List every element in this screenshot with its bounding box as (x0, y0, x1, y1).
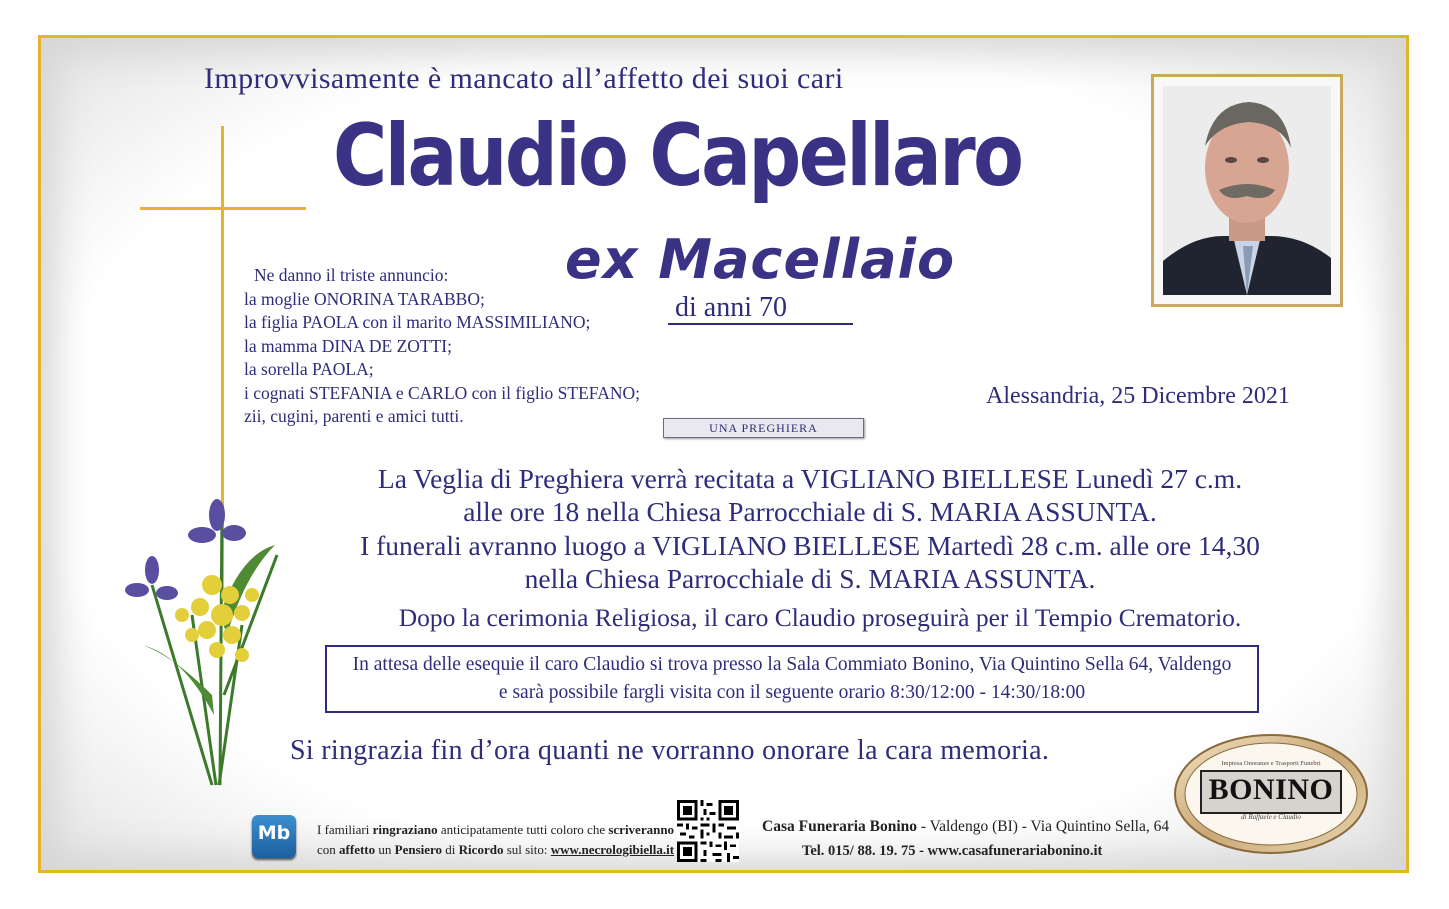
place-date: Alessandria, 25 Dicembre 2021 (986, 383, 1290, 409)
company-name: Casa Funeraria Bonino (762, 818, 918, 835)
announcement-line: la figlia PAOLA con il marito MASSIMILIANO; (244, 312, 591, 332)
deceased-name: Claudio Capellaro (333, 106, 1022, 206)
announcement-list (244, 264, 640, 429)
intro-text: Improvvisamente è mancato all’affetto dei suoi cari (204, 62, 844, 95)
visit-line: e sarà possibile fargli visita con il seguente orario 8:30/12:00 - 14:30/18:00 (498, 682, 1086, 703)
thanks-text: Si ringrazia fin d’ora quanti ne vorranno onorare la cara memoria. (290, 735, 1050, 766)
announcement-line: Ne danno il triste annuncio: (254, 265, 449, 285)
necrologibiella-icon[interactable]: Mb (252, 815, 296, 858)
ceremony-line: La Veglia di Preghiera verrà recitata a VIGLIANO BIELLESE Lunedì 27 c.m. (377, 463, 1243, 494)
footer-note-line: con affetto un Pensiero di Ricordo sul sito: www.necrologibiella.it (317, 842, 675, 857)
company-info (762, 815, 1169, 863)
portrait-photo (1163, 86, 1331, 295)
cross-horizontal (140, 207, 306, 210)
announcement-line: la mamma DINA DE ZOTTI; (244, 335, 453, 356)
visit-line: In attesa delle esequie il caro Claudio si trova presso la Sala Commiato Bonino, Via Quintino Sella 64, Valdengo (352, 654, 1232, 675)
announcement-line: zii, cugini, parenti e amici tutti. (244, 406, 464, 426)
ceremony-line: alle ore 18 nella Chiesa Parrocchiale di S. MARIA ASSUNTA. (463, 496, 1157, 527)
age: di anni 70 (675, 292, 787, 323)
announcement-line: la moglie ONORINA TARABBO; (244, 288, 485, 309)
logo-top-text: Impresa Onoranze e Trasporti Funebri (1221, 760, 1321, 767)
ceremony-line: I funerali avranno luogo a VIGLIANO BIELLESE Martedì 28 c.m. alle ore 14,30 (360, 530, 1260, 561)
portrait-icon (1163, 86, 1331, 295)
company-address: - Valdengo (BI) - Via Quintino Sella, 64 (917, 818, 1170, 835)
after-ceremony: Dopo la cerimonia Religiosa, il caro Claudio proseguirà per il Tempio Crematorio. (398, 603, 1242, 632)
announcement-line: la sorella PAOLA; (244, 359, 374, 379)
logo-main-text: BONINO (1208, 773, 1334, 806)
profession: ex Macellaio (565, 228, 956, 291)
ceremony-line: nella Chiesa Parrocchiale di S. MARIA ASSUNTA. (524, 563, 1096, 594)
necrologi-link[interactable]: www.necrologibiella.it (550, 842, 675, 857)
company-line (762, 815, 1169, 839)
portrait-frame (1151, 74, 1343, 307)
footer-note-line: I familiari ringraziano anticipatamente tutti coloro che scriveranno (317, 822, 675, 837)
visit-box (325, 645, 1259, 713)
announcement-line: i cognati STEFANIA e CARLO con il figlio STEFANO; (244, 382, 640, 403)
age-underline (668, 323, 853, 325)
qr-code-icon[interactable] (677, 800, 739, 862)
prayer-button[interactable]: UNA PREGHIERA (663, 418, 864, 438)
footer-note (317, 820, 674, 860)
logo-bottom-text: di Raffaele e Claudio (1241, 813, 1301, 821)
company-contacts[interactable]: Tel. 015/ 88. 19. 75 - www.casafunerariabonino.it (802, 843, 1103, 859)
